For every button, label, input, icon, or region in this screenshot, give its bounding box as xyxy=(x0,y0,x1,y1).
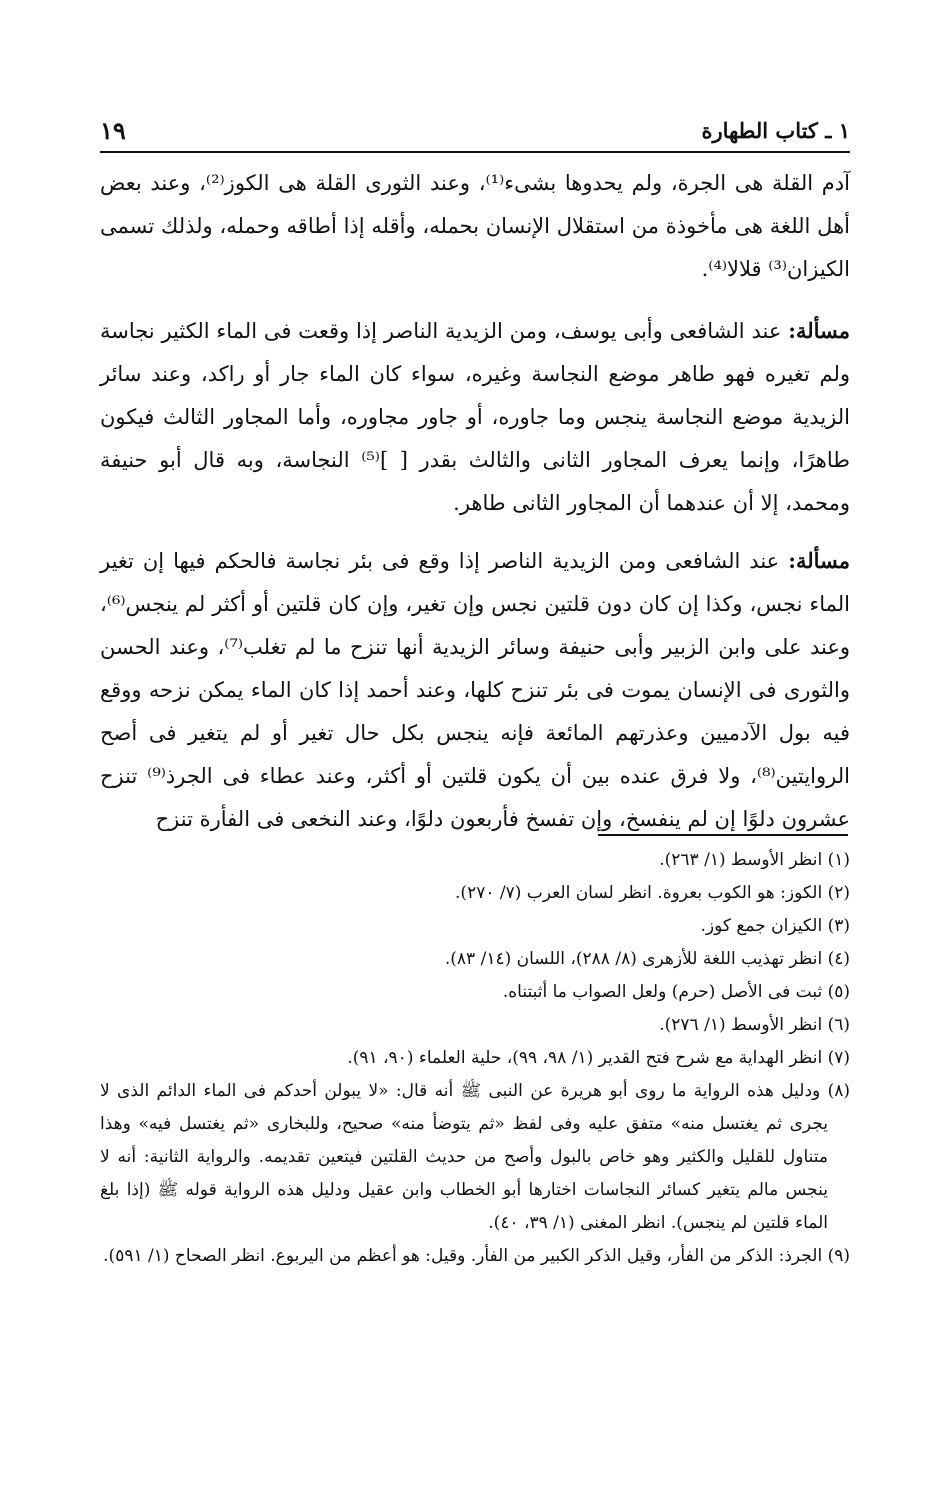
footnote-1: (١) انظر الأوسط (١/ ٢٦٣). xyxy=(659,850,850,870)
paragraph-1: آدم القلة هى الجرة، ولم يحدوها بشىء⁽¹⁾، وعند الثورى القلة هى الكوز⁽²⁾، وعند بعض أهل اللغة هى مأخوذة من استقلال الإنسان بحمله، وأقله إذا أطاقه وحمله، ولذلك تسمى الكيزان⁽³⁾ قلالا⁽⁴⁾. xyxy=(100,171,850,281)
header-rule xyxy=(100,151,850,153)
paragraph-3-text: عند الشافعى ومن الزيدية الناصر إذا وقع فى بئر نجاسة فالحكم فيها إن تغير الماء نجس، وكذا إن كان دون قلتين نجس وإن تغير، وإن كان قلتين أو أكثر لم ينجس⁽⁶⁾، وعند على وابن الزبير وأبى حنيفة وسائر الزيدية أنها تنزح ما لم تغلب⁽⁷⁾، وعند الحسن والثورى فى الإنسان يموت فى بئر تنزح كلها، وعند أحمد إذا كان الماء يمكن نزحه ووقع فيه بول الآدميين وعذرتهم المائعة فإنه ينجس بكل حال تغير أو لم يتغير فى أصح الروايتين⁽⁸⁾، ولا فرق عنده بين أن يكون قلتين أو أكثر، وعند عطاء فى الجرذ⁽⁹⁾ تنزح عشرون دلوًا إن لم ينفسخ، وإن تفسخ فأربعون دلوًا، وعند النخعى فى الفأرة تنزح xyxy=(100,549,851,831)
footnote-9: (٩) الجرذ: الذكر من الفأر، وقيل الذكر الكبير من الفأر. وقيل: هو أعظم من اليربوع. انظر الصحاح (١/ ٥٩١). xyxy=(103,1246,850,1266)
footnote-2: (٢) الكوز: هو الكوب بعروة. انظر لسان العرب (٧/ ٢٧٠). xyxy=(455,883,850,903)
footnote-8: (٨) ودليل هذه الرواية ما روى أبو هريرة عن النبى ﷺ أنه قال: «لا يبولن أحدكم فى الماء الدائم الذى لا يجرى ثم يغتسل منه» متفق عليه وفى لفظ «ثم يتوضأ منه» صحيح، وللبخارى «ثم يغتسل فيه» وهذا متناول للقليل والكثير وهو خاص بالبول وأصح من حديث القلتين فيتعين تقديمه. والرواية الثانية: أنه لا ينجس مالم يتغير كسائر النجاسات اختارها أبو الخطاب وابن عقيل ودليل هذه الرواية قوله ﷺ (إذا بلغ الماء قلتين لم ينجس). انظر المغنى (١/ ٣٩، ٤٠). xyxy=(100,1081,850,1233)
footnote-rule xyxy=(598,834,848,836)
page-number: ١٩ xyxy=(100,115,126,145)
footnotes xyxy=(100,844,850,1273)
footnote-5: (٥) ثبت فى الأصل (حرم) ولعل الصواب ما أثبتناه. xyxy=(502,982,850,1002)
paragraph-2-text: عند الشافعى وأبى يوسف، ومن الزيدية الناصر إذا وقعت فى الماء الكثير نجاسة ولم تغيره فهو طاهر موضع النجاسة وغيره، سواء كان الماء جار أو راكد، وعند سائر الزيدية موضع النجاسة ينجس وما جاوره، أو جاور مجاوره، وأما المجاور الثالث فيكون طاهرًا، وإنما يعرف المجاور الثانى والثالث بقدر [ ]⁽⁵⁾ النجاسة، وبه قال أبو حنيفة ومحمد، إلا أن عندهما أن المجاور الثانى طاهر. xyxy=(100,319,850,515)
issue-label: مسألة: xyxy=(788,318,850,343)
footnote-4: (٤) انظر تهذيب اللغة للأزهرى (٨/ ٢٨٨)، اللسان (١٤/ ٨٣). xyxy=(444,949,850,969)
footnote-6: (٦) انظر الأوسط (١/ ٢٧٦). xyxy=(659,1015,850,1035)
paragraph-2 xyxy=(100,309,850,525)
issue-label-2: مسألة: xyxy=(788,548,850,573)
chapter-title: ١ ـ كتاب الطهارة xyxy=(701,117,850,143)
paragraph-3 xyxy=(100,539,850,841)
page-header xyxy=(100,112,850,148)
footnote-3: (٣) الكيزان جمع كوز. xyxy=(700,916,850,936)
main-text xyxy=(100,162,850,855)
footnote-7: (٧) انظر الهداية مع شرح فتح القدير (١/ ٩٨، ٩٩)، حلية العلماء (٩٠، ٩١). xyxy=(347,1048,850,1068)
